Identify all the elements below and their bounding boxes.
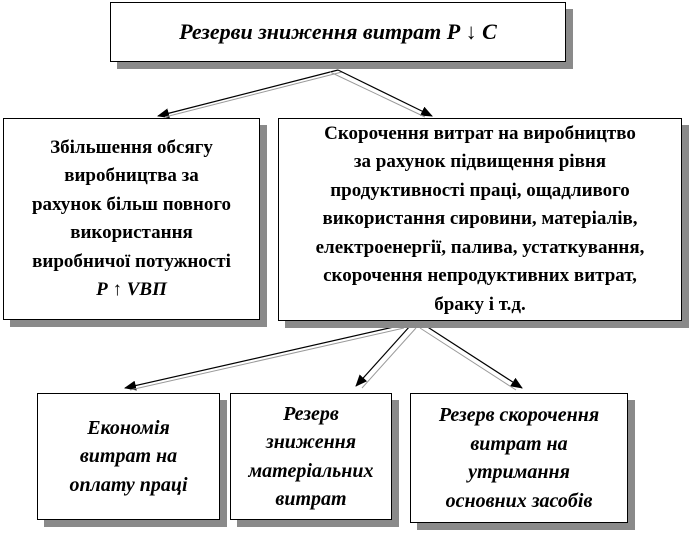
right-box-line: електроенергії, палива, устаткування, <box>315 236 645 258</box>
right-box-line: Скорочення витрат на виробництво <box>324 122 636 144</box>
material-cost-line: зниження <box>265 431 357 453</box>
title-box <box>110 2 566 62</box>
right-box-line: скорочення непродуктивних витрат, <box>323 265 637 287</box>
material-cost-line: витрат <box>275 488 347 510</box>
material-cost-line: матеріальних <box>248 459 374 482</box>
labor-cost-box <box>37 393 220 520</box>
labor-cost-line: витрат на <box>79 445 178 468</box>
fixed-assets-line: Резерв скорочення <box>438 404 600 426</box>
left-box-line: виробничої потужності <box>32 250 231 272</box>
arrow-title-to-right <box>338 70 432 116</box>
fixed-assets-box <box>410 393 628 523</box>
fixed-assets-line: утримання <box>468 461 570 483</box>
left-box-line: Збільшення обсягу <box>50 136 213 158</box>
right-box-line: за рахунок підвищення рівня <box>353 151 607 173</box>
left-box-line: рахунок більш повного <box>31 193 232 215</box>
labor-cost-line: оплату праці <box>69 473 188 496</box>
labor-cost-line: Економія <box>87 416 170 439</box>
arrow-title-to-left <box>158 70 338 116</box>
material-cost-box <box>230 393 392 520</box>
fixed-assets-line: основних засобів <box>445 489 593 512</box>
fixed-assets-line: витрат на <box>470 432 568 455</box>
right-box-line: використання сировини, матеріалів, <box>322 208 638 230</box>
left-box-line: використання <box>70 222 193 243</box>
left-box <box>3 118 260 320</box>
material-cost-line: Резерв <box>283 402 339 425</box>
left-box-line: виробництва за <box>64 165 199 186</box>
arrow-right-to-b3 <box>426 326 522 388</box>
right-box-line: браку і т.д. <box>434 293 526 315</box>
title-text: Резерви зниження витрат Р ↓ С <box>179 19 497 44</box>
right-box <box>278 118 682 321</box>
right-box-line: продуктивності праці, ощадливого <box>330 179 630 201</box>
arrow-right-to-b2 <box>356 326 410 386</box>
arrow-right-to-b1 <box>125 326 398 388</box>
left-box-formula: Р ↑ VВП <box>96 279 167 300</box>
